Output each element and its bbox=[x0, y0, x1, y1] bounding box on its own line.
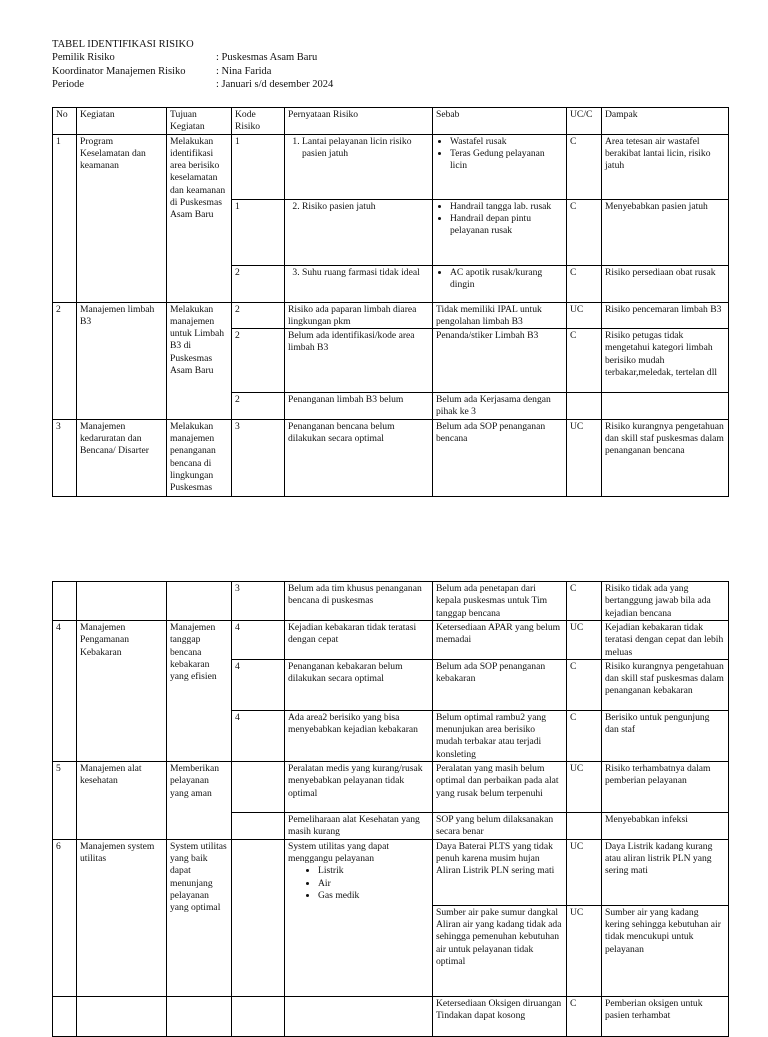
sebab-cell: Belum ada Kerjasama dengan pihak ke 3 bbox=[433, 393, 567, 420]
pernyataan-cell bbox=[285, 134, 433, 199]
table-row bbox=[53, 582, 729, 621]
kode-cell bbox=[232, 762, 285, 813]
kode-cell: 3 bbox=[232, 419, 285, 496]
pernyataan-cell: Penanganan kebakaran belum dilakukan secara optimal bbox=[285, 659, 433, 710]
pernyataan-cell bbox=[285, 199, 433, 265]
uc-cell: UC bbox=[567, 839, 602, 905]
uc-cell bbox=[567, 813, 602, 840]
dampak-cell: Berisiko untuk pengunjung dan staf bbox=[602, 710, 729, 761]
list-item: 2. Risiko pasien jatuh bbox=[302, 201, 429, 213]
sebab-cell: Belum ada SOP penanganan bencana bbox=[433, 419, 567, 496]
uc-cell: C bbox=[567, 265, 602, 302]
table-row bbox=[53, 762, 729, 813]
column-header: Kegiatan bbox=[77, 108, 167, 135]
sebab-cell: Ketersediaan Oksigen diruangan Tindakan dapat kosong bbox=[433, 996, 567, 1036]
pernyataan-cell: Penanganan bencana belum dilakukan secara optimal bbox=[285, 419, 433, 496]
header-row-period bbox=[52, 78, 333, 91]
kode-cell bbox=[232, 839, 285, 996]
uc-cell: C bbox=[567, 199, 602, 265]
sebab-cell: Peralatan yang masih belum optimal dan perbaikan pada alat yang rusak belum terpenuhi bbox=[433, 762, 567, 813]
sebab-cell: Sumber air pake sumur dangkal Aliran air yang kadang tidak ada sehingga pemenuhan kebutuhan air untuk pelayanan tidak optimal bbox=[433, 905, 567, 996]
pernyataan-text: System utilitas yang dapat menggangu pelayanan bbox=[288, 840, 389, 864]
list-item: 1. Lantai pelayanan licin risiko pasien jatuh bbox=[302, 136, 429, 161]
document-title: TABEL IDENTIFIKASI RISIKO bbox=[52, 39, 194, 50]
table-row bbox=[53, 996, 729, 1036]
uc-cell: C bbox=[567, 582, 602, 621]
list-item: • Listrik bbox=[318, 865, 429, 877]
header-value: : Januari s/d desember 2024 bbox=[216, 78, 334, 90]
kode-cell: 4 bbox=[232, 621, 285, 660]
row-number: 1 bbox=[53, 134, 77, 302]
dampak-cell: Risiko terhambatnya dalam pemberian pelayanan bbox=[602, 762, 729, 813]
list-item: • Teras Gedung pelayanan licin bbox=[450, 148, 563, 173]
sebab-cell: SOP yang belum dilaksanakan secara benar bbox=[433, 813, 567, 840]
dampak-cell: Risiko pencemaran limbah B3 bbox=[602, 302, 729, 329]
dampak-cell: Area tetesan air wastafel berakibat lantai licin, risiko jatuh bbox=[602, 134, 729, 199]
table-header-row bbox=[53, 108, 729, 135]
kegiatan-cell: Manajemen limbah B3 bbox=[77, 302, 167, 419]
sebab-cell: Belum optimal rambu2 yang menunjukan area berisiko mudah terbakar atau terjadi konsleting bbox=[433, 710, 567, 761]
row-number: 5 bbox=[53, 762, 77, 840]
uc-cell: UC bbox=[567, 419, 602, 496]
sebab-cell: Tidak memiliki IPAL untuk pengolahan limbah B3 bbox=[433, 302, 567, 329]
kode-cell: 4 bbox=[232, 710, 285, 761]
uc-cell bbox=[567, 393, 602, 420]
pernyataan-cell: Ada area2 berisiko yang bisa menyebabkan kejadian kebakaran bbox=[285, 710, 433, 761]
dampak-cell: Risiko tidak ada yang bertanggung jawab bila ada kejadian bencana bbox=[602, 582, 729, 621]
dampak-cell: Menyebabkan infeksi bbox=[602, 813, 729, 840]
table-row bbox=[53, 134, 729, 199]
kegiatan-cell bbox=[77, 996, 167, 1036]
tujuan-cell: Melakukan manajemen penanganan bencana di lingkungan Puskesmas bbox=[167, 419, 232, 496]
header-value: : Puskesmas Asam Baru bbox=[216, 52, 318, 64]
list-item: • Handrail tangga lab. rusak bbox=[450, 201, 563, 213]
sebab-cell: Ketersediaan APAR yang belum memadai bbox=[433, 621, 567, 660]
kode-cell bbox=[232, 813, 285, 840]
list-item: • Handrail depan pintu pelayanan rusak bbox=[450, 213, 563, 238]
table-row bbox=[53, 621, 729, 660]
tujuan-cell: Melakukan manajemen untuk Limbah B3 di Puskesmas Asam Baru bbox=[167, 302, 232, 419]
list-item: • Gas medik bbox=[318, 890, 429, 902]
header-row-coordinator bbox=[52, 65, 333, 78]
row-number: 2 bbox=[53, 302, 77, 419]
dampak-cell: Risiko persediaan obat rusak bbox=[602, 265, 729, 302]
tujuan-cell: Manajemen tanggap bencana kebakaran yang efisien bbox=[167, 621, 232, 762]
pernyataan-cell: Penanganan limbah B3 belum bbox=[285, 393, 433, 420]
dampak-cell: Risiko kurangnya pengetahuan dan skill staf puskesmas dalam penanganan bencana bbox=[602, 419, 729, 496]
kode-cell: 2 bbox=[232, 302, 285, 329]
kode-cell: 3 bbox=[232, 582, 285, 621]
pernyataan-cell bbox=[285, 265, 433, 302]
header-label: Periode bbox=[52, 78, 85, 90]
kegiatan-cell bbox=[77, 582, 167, 621]
kode-cell: 2 bbox=[232, 265, 285, 302]
column-header: Tujuan Kegiatan bbox=[167, 108, 232, 135]
kegiatan-cell: Manajemen system utilitas bbox=[77, 839, 167, 996]
header-row-owner bbox=[52, 51, 333, 64]
tujuan-cell bbox=[167, 582, 232, 621]
row-number: 6 bbox=[53, 839, 77, 996]
uc-cell: UC bbox=[567, 905, 602, 996]
sebab-cell: Belum ada SOP penanganan kebakaran bbox=[433, 659, 567, 710]
uc-cell: C bbox=[567, 329, 602, 393]
table-row bbox=[53, 302, 729, 329]
list-item: • Wastafel rusak bbox=[450, 136, 563, 148]
header-label: Koordinator Manajemen Risiko bbox=[52, 65, 186, 77]
sebab-cell: Belum ada penetapan dari kepala puskesmas untuk Tim tanggap bencana bbox=[433, 582, 567, 621]
kode-cell: 1 bbox=[232, 199, 285, 265]
tujuan-cell: Melakukan identifikasi area berisiko keselamatan dan keamanan di Puskesmas Asam Baru bbox=[167, 134, 232, 302]
dampak-cell: Daya Listrik kadang kurang atau aliran listrik PLN yang sering mati bbox=[602, 839, 729, 905]
sebab-cell: Penanda/stiker Limbah B3 bbox=[433, 329, 567, 393]
uc-cell: UC bbox=[567, 762, 602, 813]
uc-cell: C bbox=[567, 134, 602, 199]
table-row bbox=[53, 839, 729, 905]
dampak-cell: Menyebabkan pasien jatuh bbox=[602, 199, 729, 265]
list-item: • Air bbox=[318, 878, 429, 890]
row-number: 3 bbox=[53, 419, 77, 496]
risk-table-page2 bbox=[52, 581, 729, 1037]
row-number bbox=[53, 582, 77, 621]
kode-cell: 4 bbox=[232, 659, 285, 710]
kode-cell bbox=[232, 996, 285, 1036]
column-header: Kode Risiko bbox=[232, 108, 285, 135]
row-number: 4 bbox=[53, 621, 77, 762]
dampak-cell: Kejadian kebakaran tidak teratasi dengan cepat dan lebih meluas bbox=[602, 621, 729, 660]
kegiatan-cell: Program Keselamatan dan keamanan bbox=[77, 134, 167, 302]
row-number bbox=[53, 996, 77, 1036]
tujuan-cell: Memberikan pelayanan yang aman bbox=[167, 762, 232, 840]
pernyataan-cell: Kejadian kebakaran tidak teratasi dengan cepat bbox=[285, 621, 433, 660]
risk-table-page1 bbox=[52, 107, 729, 497]
sebab-cell bbox=[433, 265, 567, 302]
tujuan-cell: System utilitas yang baik dapat menunjang pelayanan yang optimal bbox=[167, 839, 232, 996]
kode-cell: 2 bbox=[232, 329, 285, 393]
dampak-cell: Risiko kurangnya pengetahuan dan skill staf puskesmas dalam penanganan kebakaran bbox=[602, 659, 729, 710]
kode-cell: 1 bbox=[232, 134, 285, 199]
dampak-cell: Risiko petugas tidak mengetahui kategori limbah berisiko mudah terbakar,meledak, tertelan dll bbox=[602, 329, 729, 393]
pernyataan-cell bbox=[285, 839, 433, 996]
uc-cell: C bbox=[567, 710, 602, 761]
pernyataan-cell: Belum ada tim khusus penanganan bencana di puskesmas bbox=[285, 582, 433, 621]
dampak-cell: Sumber air yang kadang kering sehingga kebutuhan air tidak mencukupi untuk pelayanan bbox=[602, 905, 729, 996]
column-header: Sebab bbox=[433, 108, 567, 135]
sebab-cell bbox=[433, 199, 567, 265]
list-item: • AC apotik rusak/kurang dingin bbox=[450, 267, 563, 292]
column-header: Pernyataan Risiko bbox=[285, 108, 433, 135]
kegiatan-cell: Manajemen Pengamanan Kebakaran bbox=[77, 621, 167, 762]
table-row bbox=[53, 419, 729, 496]
sebab-cell bbox=[433, 134, 567, 199]
uc-cell: UC bbox=[567, 621, 602, 660]
uc-cell: C bbox=[567, 659, 602, 710]
kegiatan-cell: Manajemen alat kesehatan bbox=[77, 762, 167, 840]
list-item: 3. Suhu ruang farmasi tidak ideal bbox=[302, 267, 429, 279]
header-label: Pemilik Risiko bbox=[52, 52, 115, 64]
column-header: Dampak bbox=[602, 108, 729, 135]
column-header: No bbox=[53, 108, 77, 135]
document-header bbox=[52, 38, 333, 91]
pernyataan-cell: Risiko ada paparan limbah diarea lingkungan pkm bbox=[285, 302, 433, 329]
sebab-cell: Daya Baterai PLTS yang tidak penuh karena musim hujan Aliran Listrik PLN sering mati bbox=[433, 839, 567, 905]
header-value: : Nina Farida bbox=[216, 65, 272, 77]
kegiatan-cell: Manajemen kedaruratan dan Bencana/ Disarter bbox=[77, 419, 167, 496]
tujuan-cell bbox=[167, 996, 232, 1036]
uc-cell: C bbox=[567, 996, 602, 1036]
dampak-cell bbox=[602, 393, 729, 420]
column-header: UC/C bbox=[567, 108, 602, 135]
kode-cell: 2 bbox=[232, 393, 285, 420]
pernyataan-cell: Pemeliharaan alat Kesehatan yang masih kurang bbox=[285, 813, 433, 840]
uc-cell: UC bbox=[567, 302, 602, 329]
pernyataan-cell: Peralatan medis yang kurang/rusak menyebabkan pelayanan tidak optimal bbox=[285, 762, 433, 813]
pernyataan-cell: Belum ada identifikasi/kode area limbah B3 bbox=[285, 329, 433, 393]
pernyataan-cell bbox=[285, 996, 433, 1036]
dampak-cell: Pemberian oksigen untuk pasien terhambat bbox=[602, 996, 729, 1036]
